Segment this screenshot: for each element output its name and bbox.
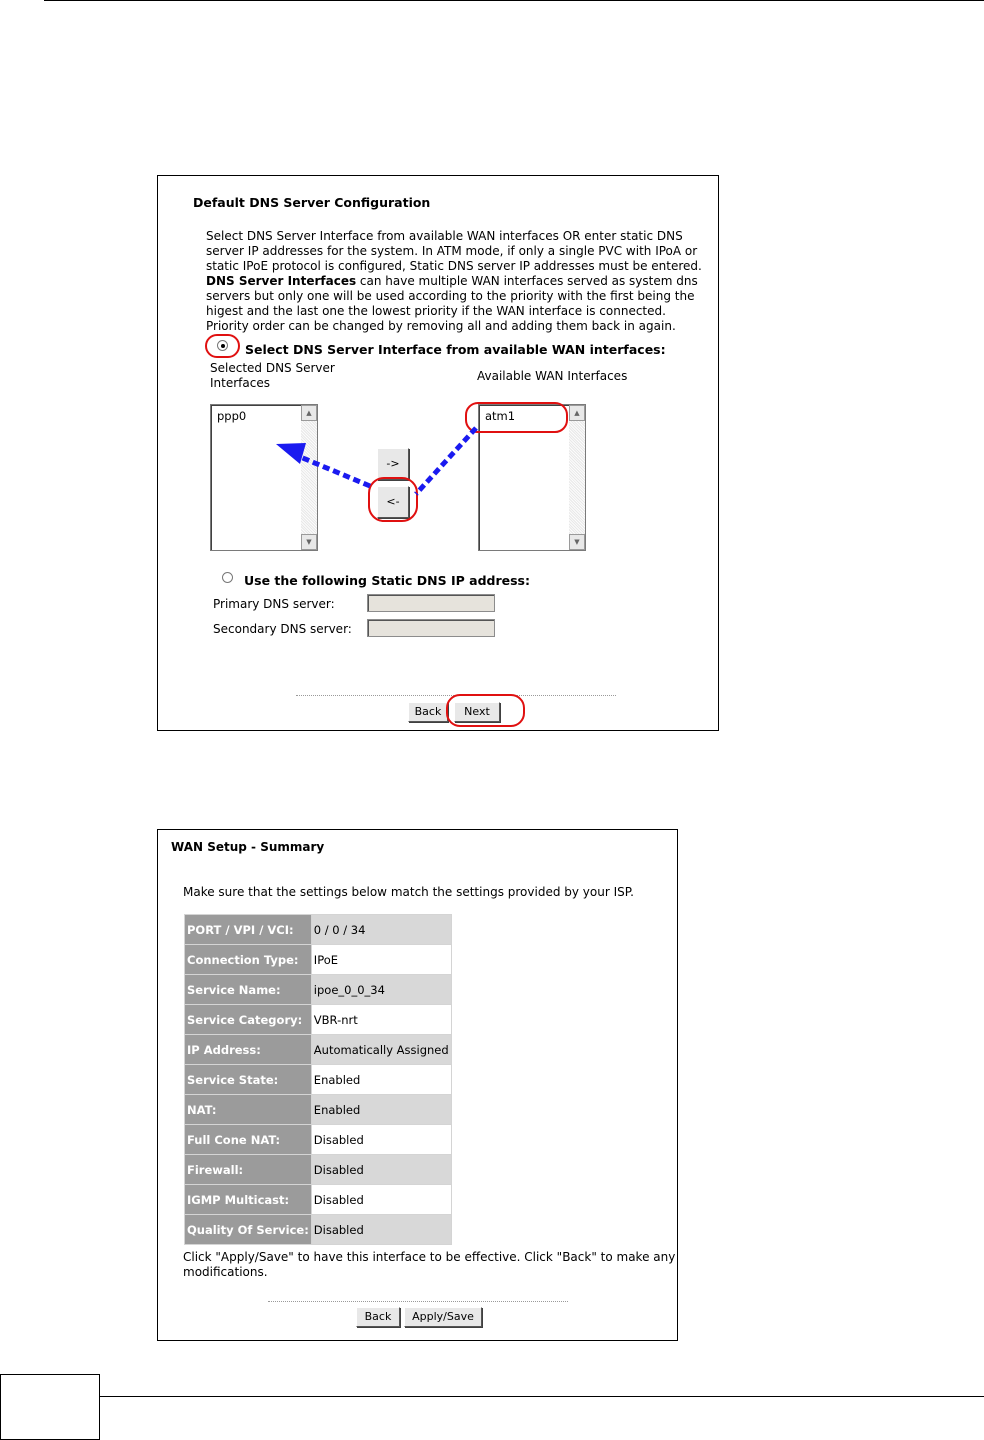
summary-value: Disabled: [311, 1125, 451, 1155]
scroll-down-icon[interactable]: ▼: [569, 534, 585, 550]
radio-static-dns[interactable]: [222, 572, 233, 583]
secondary-dns-input[interactable]: [367, 619, 495, 637]
desc-bold-term: DNS Server Interfaces: [206, 274, 357, 288]
summary-table: [184, 914, 452, 1245]
scroll-up-icon[interactable]: ▲: [301, 405, 317, 421]
summary-intro: Make sure that the settings below match the settings provided by your ISP.: [183, 885, 634, 899]
table-row: [185, 975, 452, 1005]
dns-panel-title: Default DNS Server Configuration: [193, 195, 431, 210]
summary-label: Full Cone NAT:: [185, 1125, 312, 1155]
summary-footer-note: [183, 1250, 675, 1280]
table-row: [185, 1035, 452, 1065]
arrowhead-icon: [276, 443, 306, 464]
secondary-dns-label: Secondary DNS server:: [213, 622, 352, 636]
desc-line: server IP addresses for the system. In ATM mode, if only a single PVC with IPoA or: [206, 244, 698, 258]
summary-label: NAT:: [185, 1095, 312, 1125]
page-number-box: [0, 1374, 100, 1440]
selected-label-line: Selected DNS Server: [210, 361, 335, 375]
divider: [296, 695, 616, 696]
summary-label: Quality Of Service:: [185, 1215, 312, 1245]
desc-line: higest and the last one the lowest priority if the WAN interface is connected.: [206, 304, 666, 318]
summary-value: Disabled: [311, 1215, 451, 1245]
desc-line-rest: can have multiple WAN interfaces served as system dns: [356, 274, 698, 288]
table-row: [185, 915, 452, 945]
page-footer-rule: [100, 1396, 984, 1397]
desc-line: servers but only one will be used according to the priority with the first being the: [206, 289, 695, 303]
footer-line: modifications.: [183, 1265, 268, 1279]
summary-label: IGMP Multicast:: [185, 1185, 312, 1215]
table-row: [185, 1065, 452, 1095]
primary-dns-input[interactable]: [367, 594, 495, 612]
desc-line: Priority order can be changed by removing all and adding them back in again.: [206, 319, 676, 333]
summary-label: Firewall:: [185, 1155, 312, 1185]
summary-value: VBR-nrt: [311, 1005, 451, 1035]
radio-select-wan-dns-label: Select DNS Server Interface from available WAN interfaces:: [245, 342, 666, 357]
table-row: [185, 1215, 452, 1245]
summary-label: Connection Type:: [185, 945, 312, 975]
summary-label: Service Category:: [185, 1005, 312, 1035]
remove-interface-button[interactable]: <-: [377, 486, 409, 518]
summary-value: Enabled: [311, 1065, 451, 1095]
add-interface-button[interactable]: ->: [377, 448, 409, 480]
table-row: [185, 1185, 452, 1215]
footer-line: Click "Apply/Save" to have this interface to be effective. Click "Back" to make any: [183, 1250, 676, 1264]
table-row: [185, 1005, 452, 1035]
desc-line: Select DNS Server Interface from available WAN interfaces OR enter static DNS: [206, 229, 683, 243]
scroll-up-icon[interactable]: ▲: [569, 405, 585, 421]
summary-title: WAN Setup - Summary: [171, 840, 325, 854]
summary-value: ipoe_0_0_34: [311, 975, 451, 1005]
next-button[interactable]: Next: [454, 702, 500, 722]
summary-value: Automatically Assigned: [311, 1035, 451, 1065]
page-header-rule: [44, 0, 984, 1]
back-button[interactable]: Back: [408, 702, 448, 722]
apply-save-button[interactable]: Apply/Save: [404, 1307, 482, 1327]
summary-label: PORT / VPI / VCI:: [185, 915, 312, 945]
selected-label-line: Interfaces: [210, 376, 270, 390]
back-button[interactable]: Back: [356, 1307, 400, 1327]
summary-value: Enabled: [311, 1095, 451, 1125]
list-item[interactable]: ppp0: [217, 409, 247, 423]
dashed-arrow-line: [416, 428, 476, 494]
dashed-arrow-line: [298, 456, 370, 486]
flow-arrows: [158, 176, 718, 730]
scroll-down-icon[interactable]: ▼: [301, 534, 317, 550]
wan-summary-panel: [157, 829, 678, 1341]
summary-value: Disabled: [311, 1185, 451, 1215]
table-row: [185, 945, 452, 975]
summary-label: IP Address:: [185, 1035, 312, 1065]
primary-dns-label: Primary DNS server:: [213, 597, 335, 611]
desc-line: static IPoE protocol is configured, Static DNS server IP addresses must be entered.: [206, 259, 702, 273]
dns-config-panel: [157, 175, 719, 731]
table-row: [185, 1095, 452, 1125]
radio-static-dns-label: Use the following Static DNS IP address:: [244, 573, 530, 588]
table-row: [185, 1155, 452, 1185]
divider: [268, 1301, 568, 1302]
summary-value: 0 / 0 / 34: [311, 915, 451, 945]
table-row: [185, 1125, 452, 1155]
list-item[interactable]: atm1: [485, 409, 516, 423]
available-interfaces-label: Available WAN Interfaces: [477, 369, 628, 383]
summary-label: Service State:: [185, 1065, 312, 1095]
summary-value: IPoE: [311, 945, 451, 975]
summary-label: Service Name:: [185, 975, 312, 1005]
summary-value: Disabled: [311, 1155, 451, 1185]
